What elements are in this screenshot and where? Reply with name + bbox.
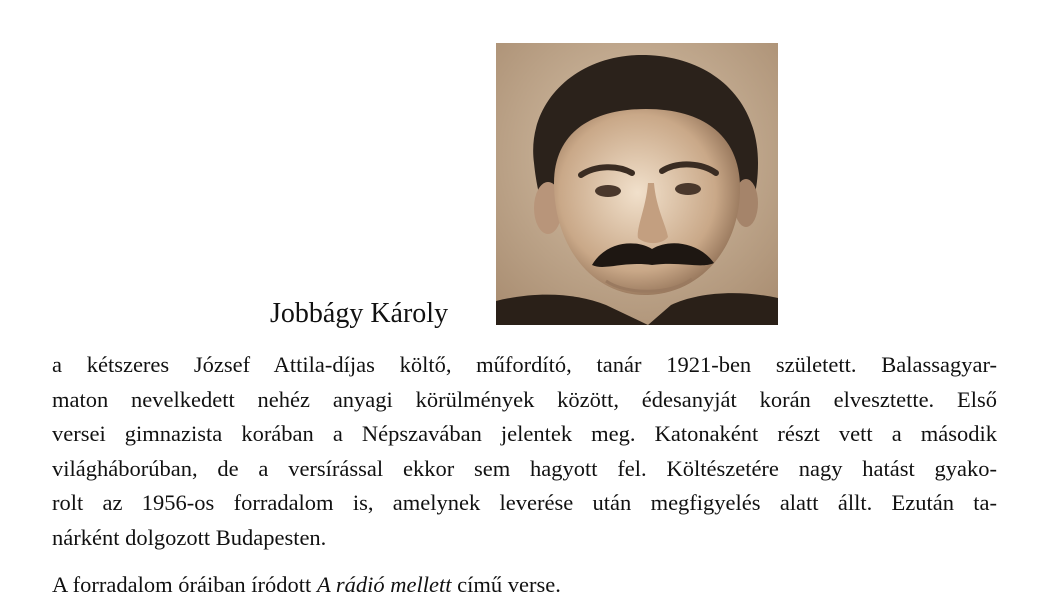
bio-line: a kétszeres József Attila-díjas költő, műfordító, tanár 1921-ben született. Balassagyar- [52, 352, 997, 377]
poem-note-suffix: című verse. [451, 572, 561, 597]
author-portrait [496, 43, 778, 325]
biography [52, 348, 997, 556]
bio-line: rolt az 1956-os forradalom is, amelynek leverése után megfigyelés alatt állt. Ezután ta- [52, 490, 997, 516]
bio-line: világháborúban, de a versírással ekkor sem hagyott fel. Költészetére nagy hatást gyako- [52, 455, 997, 481]
bio-line: nárként dolgozott Budapesten. [52, 524, 327, 550]
poem-note [52, 568, 561, 602]
poem-title: A rádió mellett [316, 572, 452, 597]
bio-line: versei gimnazista korában a Népszavában jelentek meg. Katonaként részt vett a második [52, 421, 997, 447]
portrait-photo-icon [496, 43, 778, 325]
author-name: Jobbágy Károly [270, 298, 449, 329]
poem-note-prefix: A forradalom óráiban íródott [52, 572, 317, 597]
bio-line: maton nevelkedett nehéz anyagi körülmények között, édesanyját korán elvesztette. Első [52, 386, 997, 412]
